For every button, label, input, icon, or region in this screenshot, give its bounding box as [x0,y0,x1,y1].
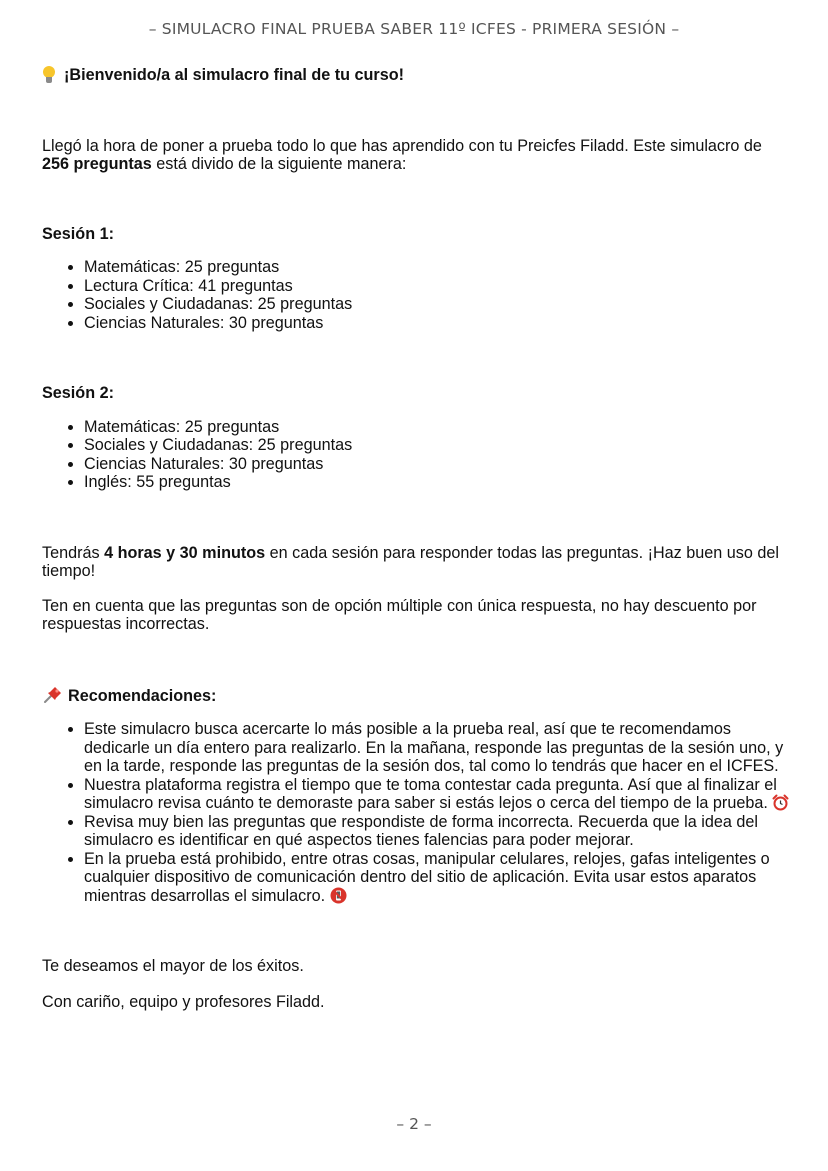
page-header: – SIMULACRO FINAL PRUEBA SABER 11º ICFES - PRIMERA SESIÓN – [148,20,680,38]
list-item: • Lectura Crítica: 41 preguntas [84,277,792,296]
session-2-title: Sesión 2: [42,384,114,402]
recommendations-list [42,720,792,905]
session-1-list [42,258,792,332]
list-item: • Este simulacro busca acercarte lo más posible a la prueba real, así que te recomendamos dedicarle un día entero para realizarlo. En la mañana, responde las preguntas de la sesión uno, y en la tarde, responde las preguntas de la sesión dos, tal como lo tendrás que hacer en el ICFES. [84,720,792,776]
list-item: • Ciencias Naturales: 30 preguntas [84,314,792,333]
session-2-list [42,418,792,492]
list-item: • Nuestra plataforma registra el tiempo que te toma contestar cada pregunta. Así que al finalizar el simulacro revisa cuánto te demoraste para saber si estás lejos o cerca del tiempo de la prueba. [84,776,792,813]
closing-signoff: Con cariño, equipo y profesores Filadd. [42,992,325,1011]
total-questions: 256 preguntas [42,155,152,173]
intro-paragraph: Llegó la hora de poner a prueba todo lo que has aprendido con tu Preicfes Filadd. Este simulacro de 256 preguntas está divido de la siguiente manera: [42,136,762,173]
list-item: • En la prueba está prohibido, entre otras cosas, manipular celulares, relojes, gafas inteligentes o cualquier dispositivo de comunicación dentro del sitio de aplicación. Evita usar estos aparatos mientras desarrollas el simulacro. [84,850,792,906]
alarm-clock-icon [772,794,789,811]
session-1-title: Sesión 1: [42,224,114,243]
recommendations-heading: Recomendaciones: [42,686,792,706]
list-item: • Matemáticas: 25 preguntas [84,418,792,437]
welcome-heading [42,66,792,85]
welcome-text: ¡Bienvenido/a al simulacro final de tu curso! [64,66,405,84]
no-mobile-phones-icon [330,887,347,904]
list-item: • Sociales y Ciudadanas: 25 preguntas [84,436,792,455]
list-item: • Inglés: 55 preguntas [84,473,792,492]
list-item: • Matemáticas: 25 preguntas [84,258,792,277]
list-item: • Ciencias Naturales: 30 preguntas [84,455,792,474]
page-number: – 2 – [396,1115,432,1133]
closing-wish: Te deseamos el mayor de los éxitos. [42,957,304,975]
list-item: • Revisa muy bien las preguntas que respondiste de forma incorrecta. Recuerda que la idea del simulacro es identificar en qué aspectos tienes falencias para poder mejorar. [84,813,792,850]
pushpin-icon [42,686,62,704]
document-body [42,66,792,1011]
session-duration: 4 horas y 30 minutos [104,543,266,562]
multiple-choice-note: Ten en cuenta que las preguntas son de opción múltiple con única respuesta, no hay descuento por respuestas incorrectas. [42,596,757,633]
time-paragraph: Tendrás 4 horas y 30 minutos en cada sesión para responder todas las preguntas. ¡Haz buen uso del tiempo! [42,543,779,580]
light-bulb-icon [42,66,56,84]
list-item: • Sociales y Ciudadanas: 25 preguntas [84,295,792,314]
